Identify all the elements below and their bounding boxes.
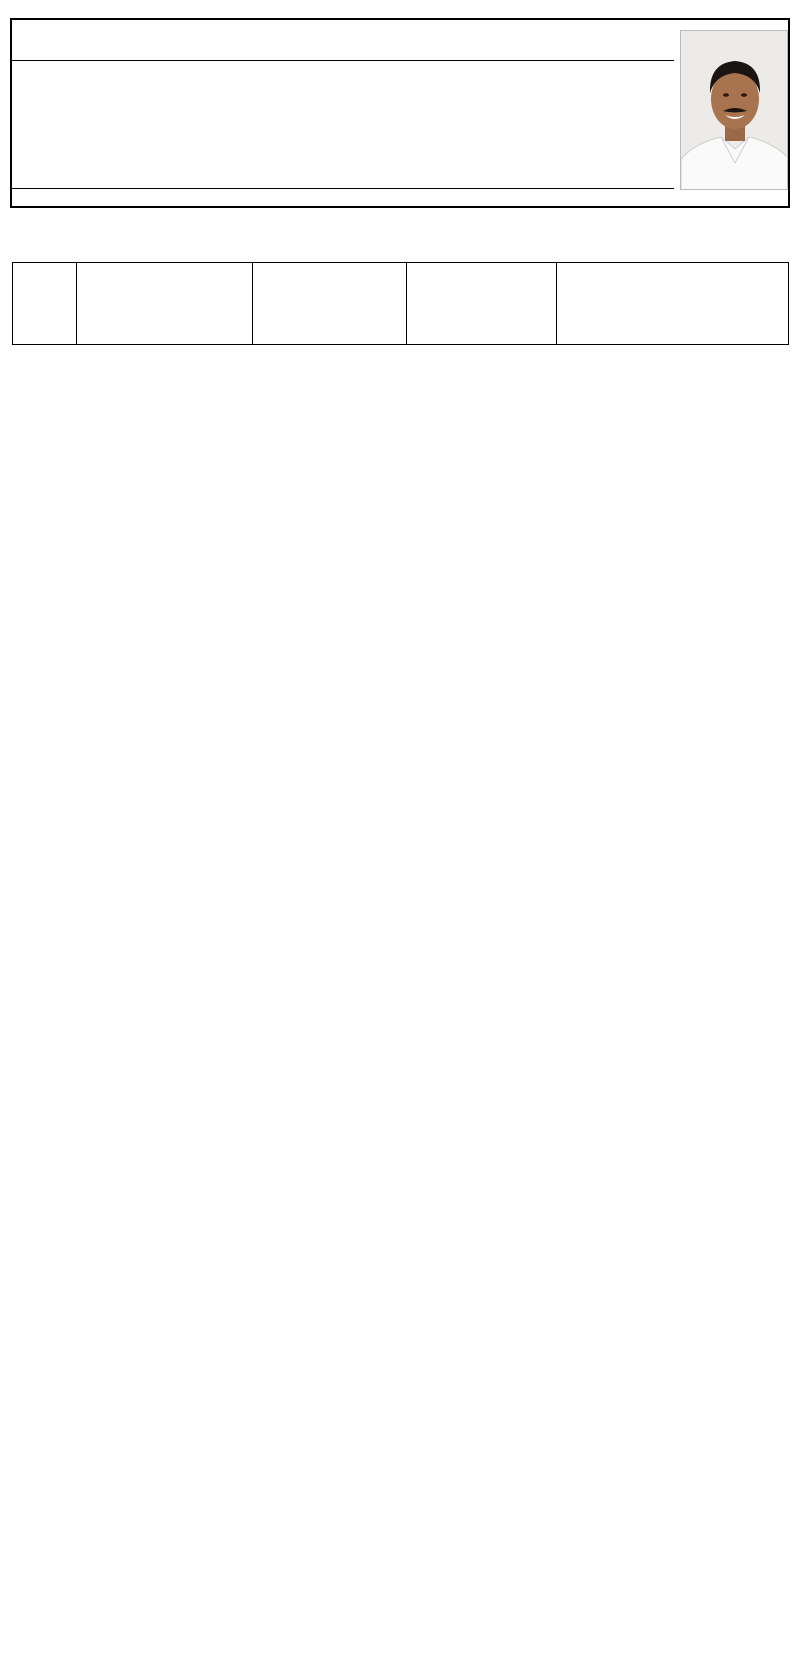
col-header-special — [557, 263, 789, 345]
col-header-sno — [13, 263, 77, 345]
header-divider — [12, 188, 674, 189]
col-header-leader — [253, 263, 407, 345]
statement-subtitle — [12, 192, 674, 208]
headline — [12, 64, 674, 184]
col-header-count — [407, 263, 557, 345]
person-portrait-icon — [681, 31, 788, 190]
col-header-area — [77, 263, 253, 345]
header-divider — [12, 60, 674, 61]
header-box — [10, 18, 790, 208]
portrait-photo — [680, 30, 788, 190]
table-header-row — [13, 263, 789, 345]
flag-hoisting-table — [12, 262, 789, 345]
event-title — [12, 26, 662, 56]
